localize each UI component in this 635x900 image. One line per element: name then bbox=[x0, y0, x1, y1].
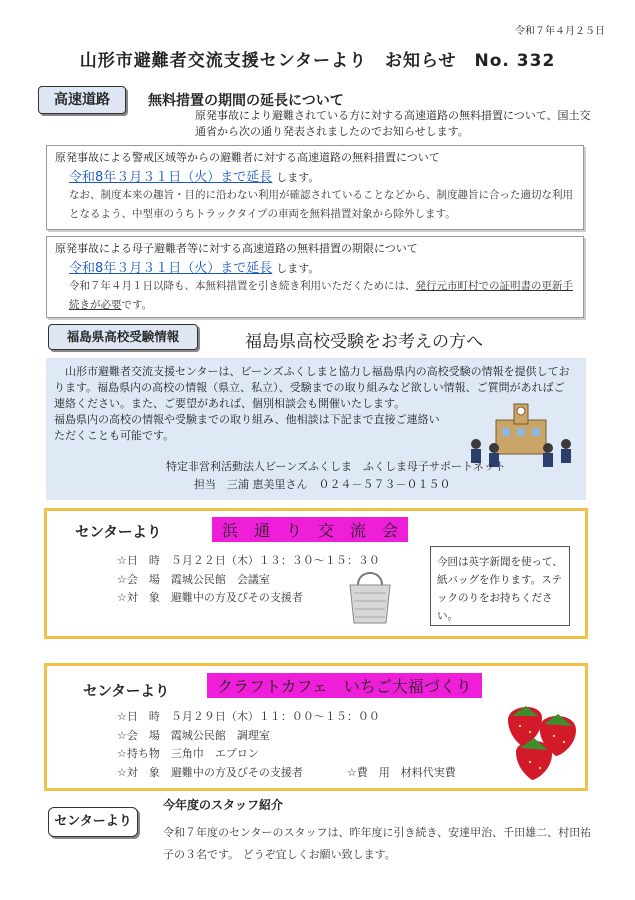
highway-heading: 無料措置の期間の延長について bbox=[148, 93, 344, 109]
notice-heading: 原発事故による警戒区域等からの避難者に対する高速道路の無料措置について bbox=[55, 151, 440, 164]
fukushima-exam-heading: 福島県高校受験をお考えの方へ bbox=[245, 332, 483, 352]
strawberry-illustration bbox=[502, 696, 582, 781]
staff-label: センターより bbox=[48, 807, 138, 837]
event-detail-line: ☆会 場 霞城公民館 調理室 bbox=[117, 728, 270, 742]
highway-tag: 高速道路 bbox=[38, 86, 126, 114]
fukushima-contact bbox=[166, 458, 506, 494]
paper-bag-illustration bbox=[340, 565, 400, 625]
event-hamadori-exchange bbox=[44, 508, 588, 639]
highway-notice-evacuation-zone bbox=[46, 145, 584, 230]
extension-suffix: します。 bbox=[276, 171, 320, 184]
notice-body-end: です。 bbox=[121, 299, 153, 311]
notice-extension-date bbox=[69, 166, 319, 185]
event-details bbox=[117, 708, 456, 782]
page-title: 山形市避難者交流支援センターより お知らせ No. 332 bbox=[79, 51, 556, 71]
fukushima-paragraph: 福島県内の高校の情報や受験までの取り組み、他相談は下記まで直接ご連絡いただくことも可能です。 bbox=[54, 413, 440, 442]
notice-extension-date bbox=[69, 257, 319, 276]
event-detail-line: ☆会 場 霞城公民館 会議室 bbox=[117, 572, 270, 586]
event-label: センターより bbox=[83, 684, 170, 700]
contact-person: 担当 三浦 恵美里さん ０２４－５７３－０１５０ bbox=[194, 478, 451, 491]
extension-text: 令和8年３月３１日（火）まで延長 bbox=[69, 261, 273, 276]
fukushima-paragraph: 山形市避難者交流支援センターは、ビーンズふくしまと協力し福島県内の高校受験の情報を提供しております。福島県内の高校の情報（県立、私立）、受験までの取り組みなど欲しい情報、ご質問があればご連絡ください。また、ご要望があれば、個別相談会も開催いたします。 bbox=[54, 365, 570, 410]
event-label: センターより bbox=[75, 525, 162, 541]
event-detail-line: ☆持ち物 三角巾 エプロン bbox=[117, 747, 259, 760]
highway-notice-mother-child bbox=[46, 236, 584, 318]
event-detail-line: ☆対 象 避難中の方及びその支援者 ☆費 用 材料代実費 bbox=[117, 765, 456, 779]
staff-body: 令和７年度のセンターのスタッフは、昨年度に引き続き、安達甲治、千田雄二、村田祐子の３名です。 どうぞ宜しくお願い致します。 bbox=[163, 826, 592, 861]
extension-suffix: します。 bbox=[276, 262, 320, 275]
notice-heading: 原発事故による母子避難者等に対する高速道路の無料措置の期限について bbox=[55, 242, 418, 255]
fukushima-exam-tag: 福島県高校受験情報 bbox=[48, 324, 198, 350]
event-title: 浜 通 り 交 流 会 bbox=[212, 517, 408, 542]
issue-date: 令和７年４月２５日 bbox=[515, 26, 605, 37]
event-detail-line: ☆日 時 ５月２２日（木）１３：３０～１５：３０ bbox=[117, 554, 380, 567]
notice-body-text: 令和７年４月１日以降も、本無料措置を引き続き利用いただくためには、 bbox=[69, 280, 416, 292]
event-title: クラフトカフェ いちご大福づくり bbox=[207, 673, 482, 698]
highway-intro: 原発事故により避難されている方に対する高速道路の無料措置について、国土交通省から次の通り発表されましたのでお知らせします。 bbox=[195, 109, 591, 138]
event-note: 今回は英字新聞を使って、紙バッグを作ります。ステックのりをお持ちください。 bbox=[430, 546, 570, 626]
notice-body: なお、制度本来の趣旨・目的に沿わない利用が確認されていることなどから、制度趣旨に合った適切な利用となるよう、中型車のうちトラックタイプの車両を無料措置対象から除外します。 bbox=[69, 189, 573, 220]
notice-body-underlined: 発行元市町村での証明書の更新手続きが必要 bbox=[69, 280, 573, 311]
fukushima-exam-panel bbox=[46, 358, 586, 500]
event-detail-line: ☆日 時 ５月２９日（木）１１：００～１５：００ bbox=[117, 710, 380, 723]
event-detail-line: ☆対 象 避難中の方及びその支援者 bbox=[117, 591, 303, 604]
event-craft-cafe bbox=[44, 663, 588, 791]
extension-text: 令和8年３月３１日（火）まで延長 bbox=[69, 170, 273, 185]
contact-org: 特定非営利活動法人ビーンズふくしま ふくしま母子サポートネット bbox=[166, 460, 506, 473]
notice-body bbox=[69, 277, 574, 315]
staff-heading: 今年度のスタッフ紹介 bbox=[163, 798, 284, 812]
